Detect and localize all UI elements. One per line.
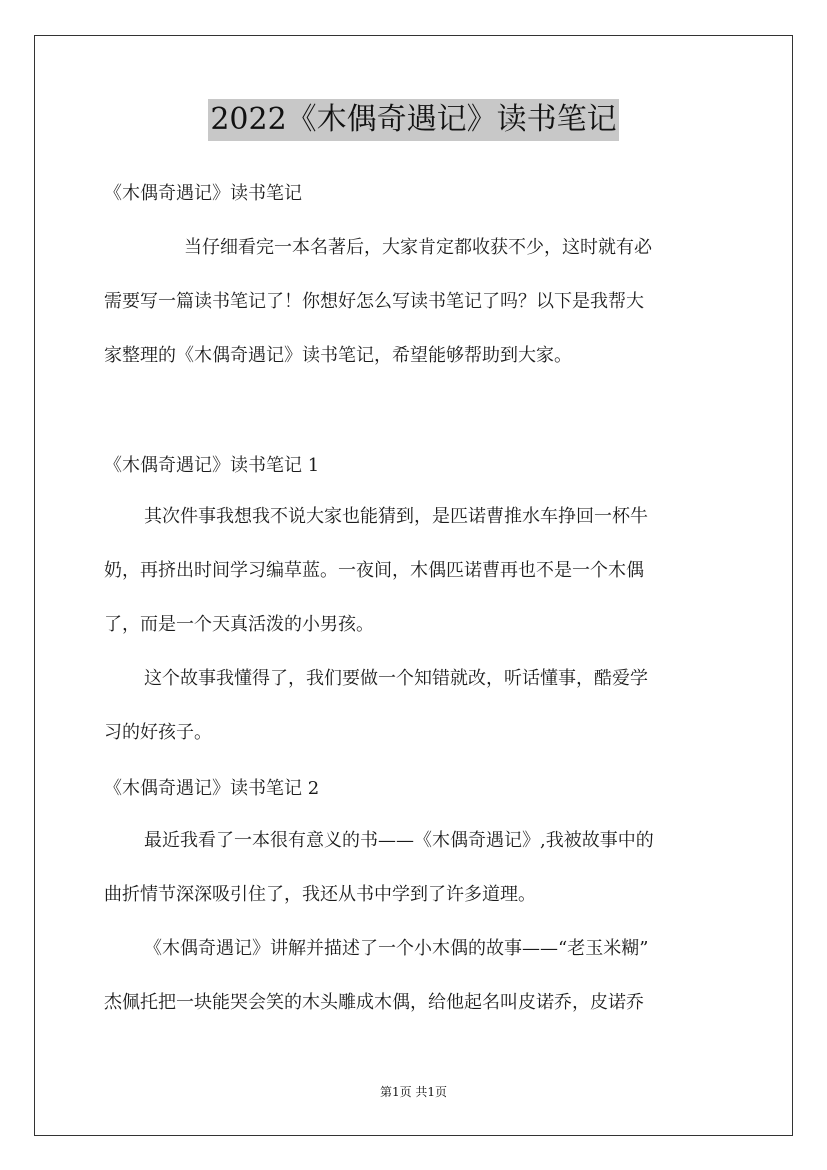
intro-paragraph <box>104 221 728 383</box>
title-wrapper <box>0 99 827 141</box>
section1-p2-line-1: 这个故事我懂得了，我们要做一个知错就改，听话懂事，酷爱学 <box>144 668 648 689</box>
intro-line-1: 当仔细看完一本名著后，大家肯定都收获不少，这时就有必 <box>184 237 652 258</box>
section2-paragraph-1 <box>104 814 728 922</box>
section2-heading: 《木偶奇遇记》读书笔记 2 <box>104 778 320 799</box>
section2-p1-line-1: 最近我看了一本很有意义的书——《木偶奇遇记》,我被故事中的 <box>144 830 654 851</box>
section1-heading: 《木偶奇遇记》读书笔记 1 <box>104 455 320 476</box>
section2-p2-line-2: 杰佩托把一块能哭会笑的木头雕成木偶，给他起名叫皮诺乔，皮诺乔 <box>104 992 644 1013</box>
section1-p1-line-1: 其次件事我想我不说大家也能猜到，是匹诺曹推水车挣回一杯牛 <box>144 506 648 527</box>
intro-line-2: 需要写一篇读书笔记了！你想好怎么写读书笔记了吗？以下是我帮大 <box>104 291 644 312</box>
section2-paragraph-2 <box>104 922 728 1030</box>
intro-line-3: 家整理的《木偶奇遇记》读书笔记，希望能够帮助到大家。 <box>104 345 572 366</box>
section1-paragraph-1 <box>104 490 728 652</box>
section1-p1-line-2: 奶，再挤出时间学习编草蓝。一夜间，木偶匹诺曹再也不是一个木偶 <box>104 560 644 581</box>
section2-p2-line-1: 《木偶奇遇记》讲解并描述了一个小木偶的故事——“老玉米糊” <box>144 938 649 959</box>
intro-heading: 《木偶奇遇记》读书笔记 <box>104 183 302 204</box>
section1-p2-line-2: 习的好孩子。 <box>104 722 212 743</box>
section1-p1-line-3: 了，而是一个天真活泼的小男孩。 <box>104 614 374 635</box>
section1-paragraph-2 <box>104 652 728 760</box>
page-footer: 第1页 共1页 <box>379 1085 448 1099</box>
document-title: 2022《木偶奇遇记》读书笔记 <box>208 99 618 141</box>
section2-p1-line-2: 曲折情节深深吸引住了，我还从书中学到了许多道理。 <box>104 884 536 905</box>
